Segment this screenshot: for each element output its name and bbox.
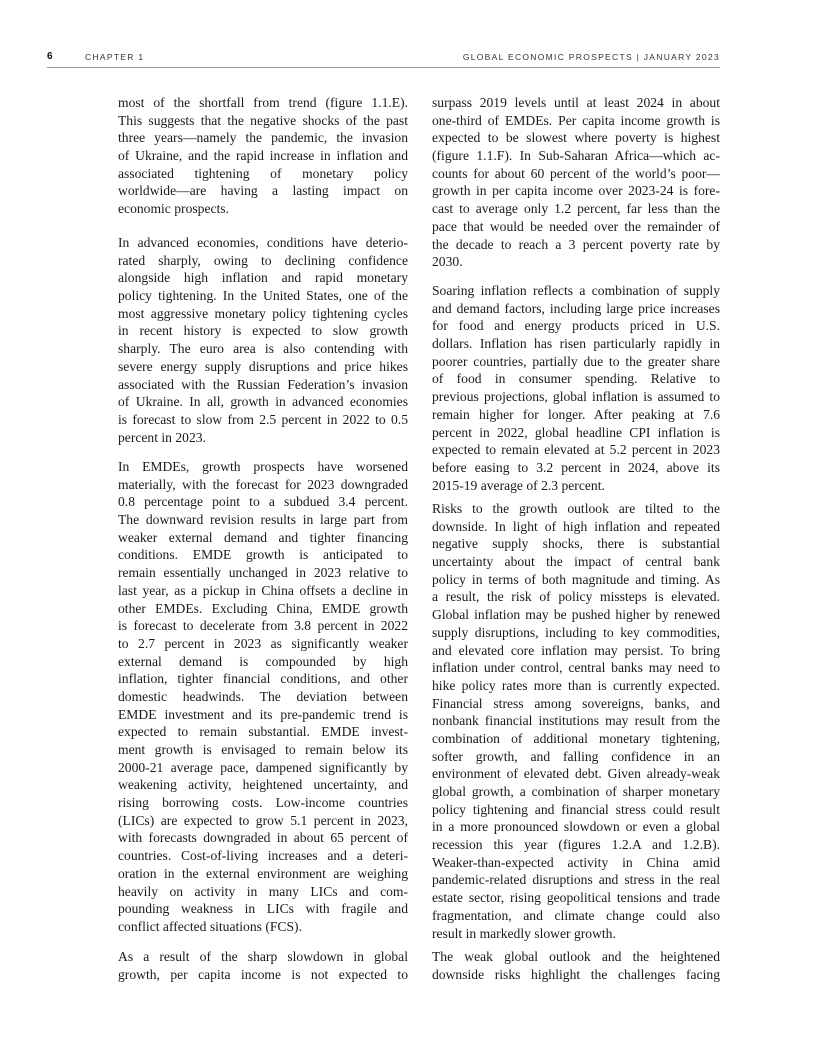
text-line: 2015-19 average of 2.3 percent. — [432, 477, 605, 493]
text-line: severe energy supply disruptions and price hikes — [118, 358, 408, 374]
text-line: last year, as a pickup in China offsets a decline in — [118, 582, 408, 598]
text-line: Financial stress among sovereigns, banks, and — [432, 695, 720, 711]
text-line: is forecast to decelerate from 3.8 percent in 2022 — [118, 618, 408, 634]
text-line: surpass 2019 levels until at least 2024 in about — [432, 95, 720, 110]
text-line: worldwide—are having a lasting impact on — [118, 183, 408, 199]
text-line: in a more pronounced slowdown or even a global — [432, 819, 720, 835]
paragraph — [118, 94, 408, 218]
text-line: (figure 1.1.F). In Sub-Saharan Africa—which ac- — [432, 148, 720, 164]
publication-title: GLOBAL ECONOMIC PROSPECTS | JANUARY 2023 — [462, 52, 720, 62]
text-line: 2030. — [432, 254, 463, 270]
text-line: estate sector, rising geopolitical tensions and trade — [432, 890, 720, 906]
text-line: 0.8 percentage point to a subdued 3.4 percent. — [118, 494, 408, 510]
text-line: expected to remain substantial. EMDE invest- — [118, 724, 408, 740]
text-line: to 2.7 percent in 2023 as significantly weaker — [118, 635, 408, 651]
text-line: remain essentially unchanged in 2023 relative to — [118, 565, 408, 581]
text-line: ment growth is envisaged to remain below its — [118, 742, 408, 757]
text-line: Soaring inflation reflects a combination of supply — [432, 283, 720, 298]
text-line: inflation, tighter financial conditions, and other — [118, 671, 408, 687]
paragraph — [432, 94, 720, 271]
text-line: softer growth, and falling confidence in an — [432, 748, 720, 764]
text-line: Risks to the growth outlook are tilted to the — [432, 501, 720, 516]
paragraph — [432, 500, 720, 942]
text-line: heavily on activity in many LICs and com- — [118, 883, 408, 899]
text-line: recession this year (figures 1.2.A and 1.2.B). — [432, 837, 720, 853]
text-line: dollars. Inflation has risen particularly rapidly in — [432, 336, 720, 352]
text-line: hike policy rates more than is currently expected. — [432, 677, 720, 693]
text-line: Weaker-than-expected activity in China amid — [432, 854, 720, 870]
text-line: poorer countries, partially due to the greater share — [432, 353, 720, 369]
text-line: (LICs) are expected to grow 5.1 percent in 2023, — [118, 812, 408, 828]
text-line: before easing to 3.2 percent in 2024, above its — [432, 459, 720, 475]
paragraph — [118, 234, 408, 446]
text-line: conditions. EMDE growth is anticipated to — [118, 547, 408, 563]
text-line: Global inflation may be pushed higher by renewed — [432, 607, 720, 623]
text-line: percent in 2022, global headline CPI inflation is — [432, 424, 720, 440]
text-line: This suggests that the negative shocks of the past — [118, 112, 408, 128]
text-line: policy in terms of both magnitude and timing. As — [432, 571, 720, 587]
text-line: weakening activity, heightened uncertainty, and — [118, 777, 408, 793]
text-line: most aggressive monetary policy tightening cycles — [118, 305, 408, 321]
text-line: rising borrowing costs. Low-income countries — [118, 795, 408, 811]
text-line: conflict affected situations (FCS). — [118, 918, 302, 934]
text-line: sharply. The euro area is also contending with — [118, 341, 408, 357]
text-line: policy tightening. In the United States, one of the — [118, 288, 408, 304]
text-line: fragmentation, and climate change could also — [432, 907, 720, 923]
text-line: nonbank financial institutions may result from the — [432, 713, 720, 729]
text-line: and elevated core inflation may persist. To bring — [432, 642, 720, 658]
text-line: 2000-21 average pace, dampened significantly by — [118, 759, 408, 775]
text-line: policy tightening and financial stress could result — [432, 801, 720, 817]
text-line: growth in per capita income over 2023-24 is fore- — [432, 183, 720, 199]
text-line: inflation under control, central banks may need to — [432, 660, 720, 676]
text-line: global growth, a combination of sharper monetary — [432, 784, 720, 799]
header-rule — [47, 67, 720, 68]
text-line: pace that would be needed over the remainder of — [432, 218, 720, 234]
text-line: most of the shortfall from trend (figure 1.1.E). — [118, 95, 408, 110]
text-line: of food in consumer spending. Relative to — [432, 371, 720, 387]
text-line: alongside high inflation and rapid monetary — [118, 270, 408, 286]
text-line: economic prospects. — [118, 201, 229, 217]
text-line: pandemic-related disruptions and stress in the real — [432, 872, 720, 888]
text-line: other EMDEs. Excluding China, EMDE growth — [118, 600, 408, 616]
text-line: associated tightening of monetary policy — [118, 165, 408, 181]
text-line: previous projections, global inflation is assumed to — [432, 389, 720, 405]
text-line: growth, per capita income is not expected to — [118, 966, 408, 982]
text-line: of Ukraine. In all, growth in advanced economies — [118, 394, 408, 410]
text-line: external demand is compounded by high — [118, 653, 408, 669]
text-line: three years—namely the pandemic, the invasion — [118, 130, 408, 146]
paragraph — [118, 458, 408, 936]
text-line: negative supply shocks, there is substantial — [432, 536, 720, 552]
text-line: environment of elevated debt. Given already-weak — [432, 766, 720, 782]
text-line: pounding weakness in LICs with fragile and — [118, 901, 408, 917]
page-number: 6 — [47, 51, 53, 62]
text-line: weaker external demand and tighter financing — [118, 529, 408, 545]
text-line: In EMDEs, growth prospects have worsened — [118, 459, 408, 474]
text-line: expected to remain elevated at 5.2 percent in 2023 — [432, 442, 720, 458]
text-line: domestic headwinds. The deviation between — [118, 688, 408, 704]
text-line: oration in the external environment are weighing — [118, 865, 408, 881]
text-line: is forecast to slow from 2.5 percent in 2022 to 0.5 — [118, 411, 408, 427]
paragraph — [118, 948, 408, 983]
text-line: with forecasts downgraded in about 65 percent of — [118, 830, 408, 846]
text-line: uncertainty about the impact of central bank — [432, 554, 720, 570]
text-line: As a result of the sharp slowdown in global — [118, 949, 408, 964]
text-line: result in markedly slower growth. — [432, 925, 616, 941]
text-line: remain higher for longer. After peaking at 7.6 — [432, 406, 720, 422]
text-line: percent in 2023. — [118, 429, 206, 445]
text-line: downside risks highlight the challenges facing — [432, 966, 720, 982]
text-line: EMDE investment and its pre-pandemic trend is — [118, 706, 408, 722]
text-line: supply disruptions, including to key commodities, — [432, 624, 720, 640]
text-line: countries. Cost-of-living increases and a deteri- — [118, 848, 408, 864]
chapter-label: CHAPTER 1 — [85, 52, 145, 62]
text-line: combination of additional monetary tightening, — [432, 730, 720, 746]
paragraph — [432, 948, 720, 983]
text-line: the decade to reach a 3 percent poverty rate by — [432, 236, 720, 252]
text-line: for food and energy products priced in U.S. — [432, 318, 720, 334]
text-line: The downward revision results in large part from — [118, 512, 408, 528]
text-line: In advanced economies, conditions have deterio- — [118, 235, 408, 250]
text-line: and demand factors, including large price increases — [432, 300, 720, 316]
text-line: downside. In light of high inflation and repeated — [432, 518, 720, 534]
text-line: a result, the risk of policy missteps is elevated. — [432, 589, 720, 605]
text-line: counts for about 60 percent of the world’s poor— — [432, 165, 720, 181]
text-line: rated sharply, owing to declining confidence — [118, 252, 408, 268]
text-line: of Ukraine, and the rapid increase in inflation and — [118, 148, 408, 164]
text-line: associated with the Russian Federation’s invasion — [118, 376, 408, 392]
text-line: cast to average only 1.2 percent, far less than the — [432, 201, 720, 217]
paragraph — [432, 282, 720, 494]
text-line: materially, with the forecast for 2023 downgraded — [118, 476, 408, 492]
text-line: expected to be slowest where poverty is highest — [432, 130, 720, 146]
text-line: in recent history is expected to slow growth — [118, 323, 408, 339]
text-line: one-third of EMDEs. Per capita income growth is — [432, 112, 720, 128]
text-line: The weak global outlook and the heightened — [432, 949, 720, 964]
